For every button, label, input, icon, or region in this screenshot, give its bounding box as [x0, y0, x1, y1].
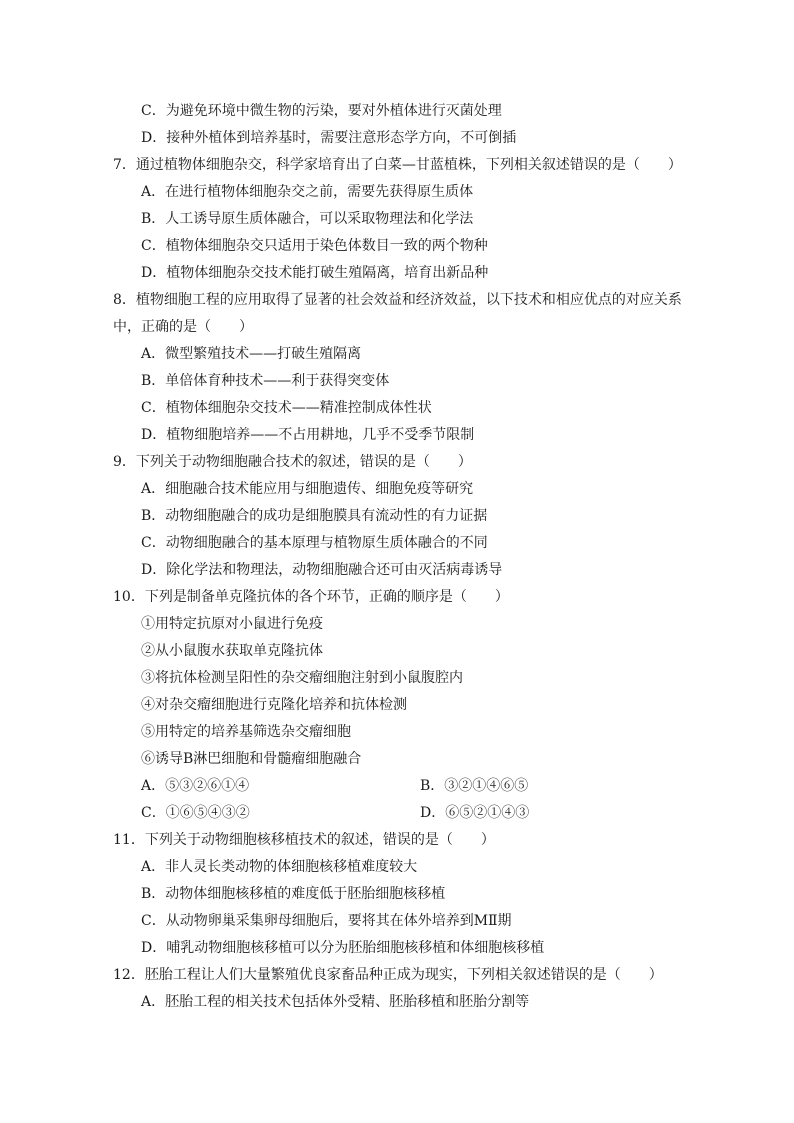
question-10-option-a: A．⑤③②⑥①④ — [141, 778, 250, 794]
question-10-option-c: C．①⑥⑤④③② — [141, 805, 250, 821]
question-7-option-b: B．人工诱导原生质体融合，可以采取物理法和化学法 — [141, 211, 474, 227]
prev-question-option-c: C．为避免环境中微生物的污染，要对外植体进行灭菌处理 — [141, 103, 502, 119]
question-10-step-5: ⑤用特定的培养基筛选杂交瘤细胞 — [141, 724, 351, 740]
question-12-stem: 12．胚胎工程让人们大量繁殖优良家畜品种正成为现实，下列相关叙述错误的是（ ） — [113, 967, 663, 983]
question-8-option-c: C．植物体细胞杂交技术——精准控制成体性状 — [141, 400, 432, 416]
prev-question-option-d: D．接种外植体到培养基时，需要注意形态学方向，不可倒插 — [141, 130, 517, 146]
question-10-stem: 10．下列是制备单克隆抗体的各个环节，正确的顺序是（ ） — [113, 589, 509, 605]
question-9-stem: 9．下列关于动物细胞融合技术的叙述，错误的是（ ） — [113, 454, 472, 470]
question-12-option-a: A．胚胎工程的相关技术包括体外受精、胚胎移植和胚胎分割等 — [141, 994, 530, 1010]
question-8-option-a: A．微型繁殖技术——打破生殖隔离 — [141, 346, 362, 362]
question-7-option-c: C．植物体细胞杂交只适用于染色体数目一致的两个物种 — [141, 238, 488, 254]
question-7-option-d: D．植物体细胞杂交技术能打破生殖隔离，培育出新品种 — [141, 265, 489, 281]
question-9-option-c: C．动物细胞融合的基本原理与植物原生质体融合的不同 — [141, 535, 488, 551]
question-11-option-b: B．动物体细胞核移植的难度低于胚胎细胞核移植 — [141, 886, 446, 902]
question-10-option-d: D．⑥⑤②①④③ — [420, 805, 530, 821]
question-8-option-d: D．植物细胞培养——不占用耕地，几乎不受季节限制 — [141, 427, 475, 443]
question-11-option-d: D．哺乳动物细胞核移植可以分为胚胎细胞核移植和体细胞核移植 — [141, 940, 545, 956]
question-11-option-c: C．从动物卵巢采集卵母细胞后，要将其在体外培养到MⅡ期 — [141, 913, 512, 929]
question-7-option-a: A．在进行植物体细胞杂交之前，需要先获得原生质体 — [141, 184, 474, 200]
question-8-stem: 8．植物细胞工程的应用取得了显著的社会效益和经济效益，以下技术和相应优点的对应关系 — [113, 292, 682, 308]
question-9-option-b: B．动物细胞融合的成功是细胞膜具有流动性的有力证据 — [141, 508, 488, 524]
question-8-stem-cont: 中，正确的是（ ） — [113, 319, 253, 335]
question-10-option-b: B．③②①④⑥⑤ — [420, 778, 529, 794]
question-11-stem: 11．下列关于动物细胞核移植技术的叙述，错误的是（ ） — [113, 832, 495, 848]
question-10-step-2: ②从小鼠腹水获取单克隆抗体 — [141, 643, 323, 659]
question-10-step-3: ③将抗体检测呈阳性的杂交瘤细胞注射到小鼠腹腔内 — [141, 670, 463, 686]
question-10-step-1: ①用特定抗原对小鼠进行免疫 — [141, 616, 323, 632]
question-11-option-a: A．非人灵长类动物的体细胞核移植难度较大 — [141, 859, 418, 875]
question-8-option-b: B．单倍体育种技术——利于获得突变体 — [141, 373, 390, 389]
question-9-option-a: A．细胞融合技术能应用与细胞遗传、细胞免疫等研究 — [141, 481, 474, 497]
question-10-step-4: ④对杂交瘤细胞进行克隆化培养和抗体检测 — [141, 697, 407, 713]
question-10-step-6: ⑥诱导B淋巴细胞和骨髓瘤细胞融合 — [141, 751, 362, 767]
question-7-stem: 7．通过植物体细胞杂交，科学家培育出了白菜—甘蓝植株，下列相关叙述错误的是（ ） — [113, 157, 682, 173]
question-9-option-d: D．除化学法和物理法，动物细胞融合还可由灭活病毒诱导 — [141, 562, 503, 578]
